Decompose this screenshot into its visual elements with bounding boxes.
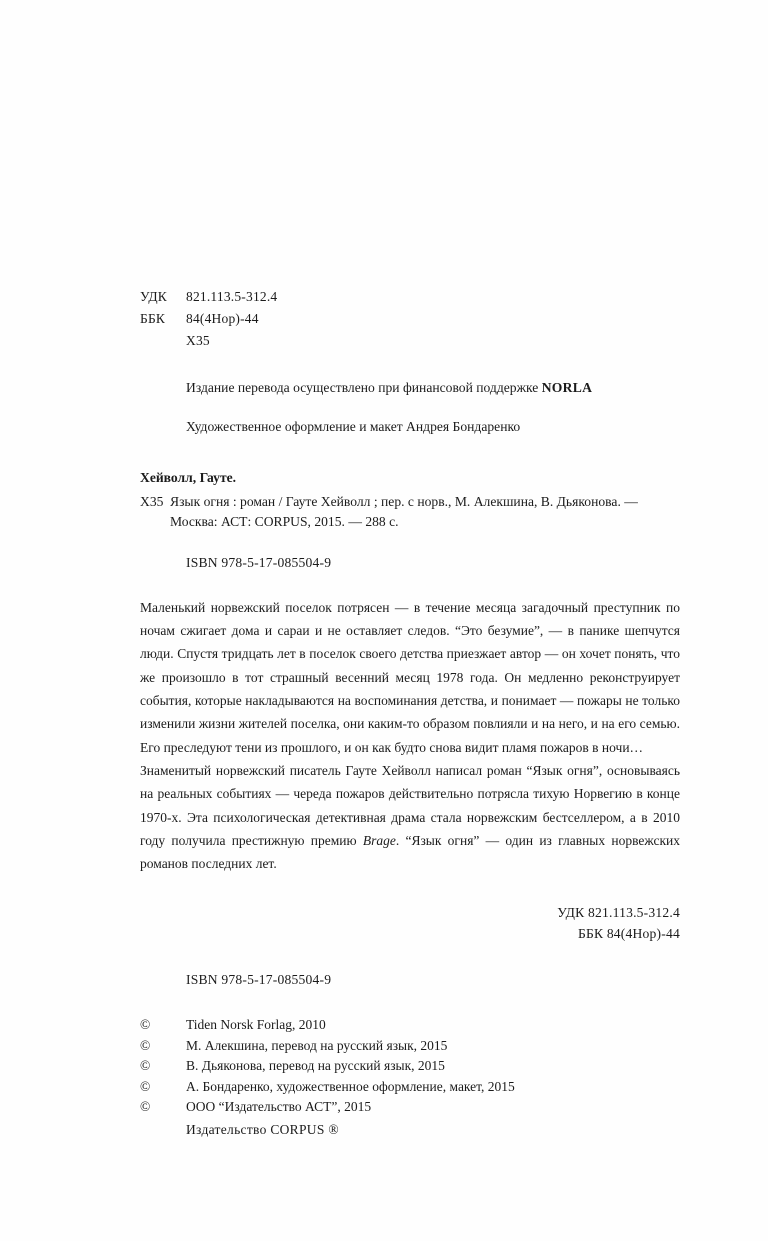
bbk-label: ББК	[140, 310, 166, 326]
record-body	[140, 492, 680, 533]
record-author: Хейволл, Гауте.	[140, 470, 237, 486]
shelfmark-value: Х35	[186, 332, 210, 348]
classification-row	[140, 286, 680, 308]
copyright-row	[140, 1015, 680, 1036]
copyright-icon: ©	[140, 1078, 151, 1094]
isbn-bottom: ISBN 978-5-17-085504-9	[186, 972, 332, 988]
copyright-text: Tiden Norsk Forlag, 2010	[186, 1017, 326, 1033]
copyright-text: М. Алекшина, перевод на русский язык, 2015	[186, 1037, 448, 1053]
udk-label: УДК	[140, 289, 168, 304]
classification-row	[140, 330, 680, 352]
prize-name: Brage	[362, 832, 396, 848]
bbk-right: ББК 84(4Нор)-44	[577, 926, 680, 942]
classification-right	[140, 902, 680, 946]
publisher-line: Издательство CORPUS ®	[186, 1121, 339, 1137]
norla-name: NORLA	[541, 379, 593, 395]
support-note-text: Издание перевода осуществлено при финансовой поддержке	[186, 379, 542, 395]
copyright-icon: ©	[140, 1017, 151, 1033]
blurb-part-2: . “Язык огня” — один из главных норвежских романов последних лет.	[140, 832, 680, 872]
copyright-row	[140, 1036, 680, 1057]
classification-block	[140, 286, 680, 352]
copyright-row	[140, 1056, 680, 1077]
record-shelfmark: Х35	[140, 493, 164, 509]
copyright-text: В. Дьяконова, перевод на русский язык, 2015	[186, 1058, 445, 1074]
copyright-row	[140, 1097, 680, 1118]
blurb-paragraph-1: Маленький норвежский поселок потрясен — в течение месяца загадочный преступник по ночам сжигает дома и сараи и не оставляет следов. “Это безумие”, — в панике шепчутся люди. Спустя тридцать лет в поселок своего детства приезжает автор — он хочет понять, что же произошло в тот страшный весенний месяц 1978 года. Он медленно реконструирует события, которые накладываются на воспоминания детства, и понимает — пожары не только изменили жизни жителей поселка, они каким-то образом повлияли и на него, и на его семью. Его преследуют тени из прошлого, и он как будто снова видит пламя пожаров в ночи…	[140, 599, 680, 755]
copyright-icon: ©	[140, 1099, 151, 1115]
classification-row	[140, 308, 680, 330]
bbk-value: 84(4Нор)-44	[186, 310, 259, 326]
support-note	[140, 378, 680, 398]
udk-value: 821.113.5-312.4	[186, 289, 278, 304]
blurb	[140, 596, 680, 876]
record-description: Язык огня : роман / Гауте Хейволл ; пер. с норв., М. Алекшина, В. Дьяконова. — Москва: АСТ: CORPUS, 2015. — 288 с.	[170, 493, 638, 530]
copyright-list	[140, 1015, 680, 1140]
copyright-icon: ©	[140, 1058, 151, 1074]
design-note: Художественное оформление и макет Андрея Бондаренко	[186, 418, 521, 434]
copyright-text: ООО “Издательство АСТ”, 2015	[186, 1099, 372, 1115]
blurb-part-1: Знаменитый норвежский писатель Гауте Хейволл написал роман “Язык огня”, основываясь на реальных событиях — череда пожаров действительно потрясла тихую Норвегию в конце 1970-х. Эта психологическая детективная драма стала норвежским бестселлером, а в 2010 году получила престижную премию	[140, 762, 680, 848]
udk-right: УДК 821.113.5-312.4	[557, 904, 680, 920]
copyright-icon: ©	[140, 1037, 151, 1053]
copyright-row	[140, 1077, 680, 1098]
bibliographic-record	[140, 468, 680, 532]
copyright-text: А. Бондаренко, художественное оформление, макет, 2015	[186, 1078, 515, 1094]
page-content	[140, 286, 680, 1140]
blurb-paragraph-2	[140, 759, 680, 876]
isbn-top: ISBN 978-5-17-085504-9	[186, 554, 332, 570]
